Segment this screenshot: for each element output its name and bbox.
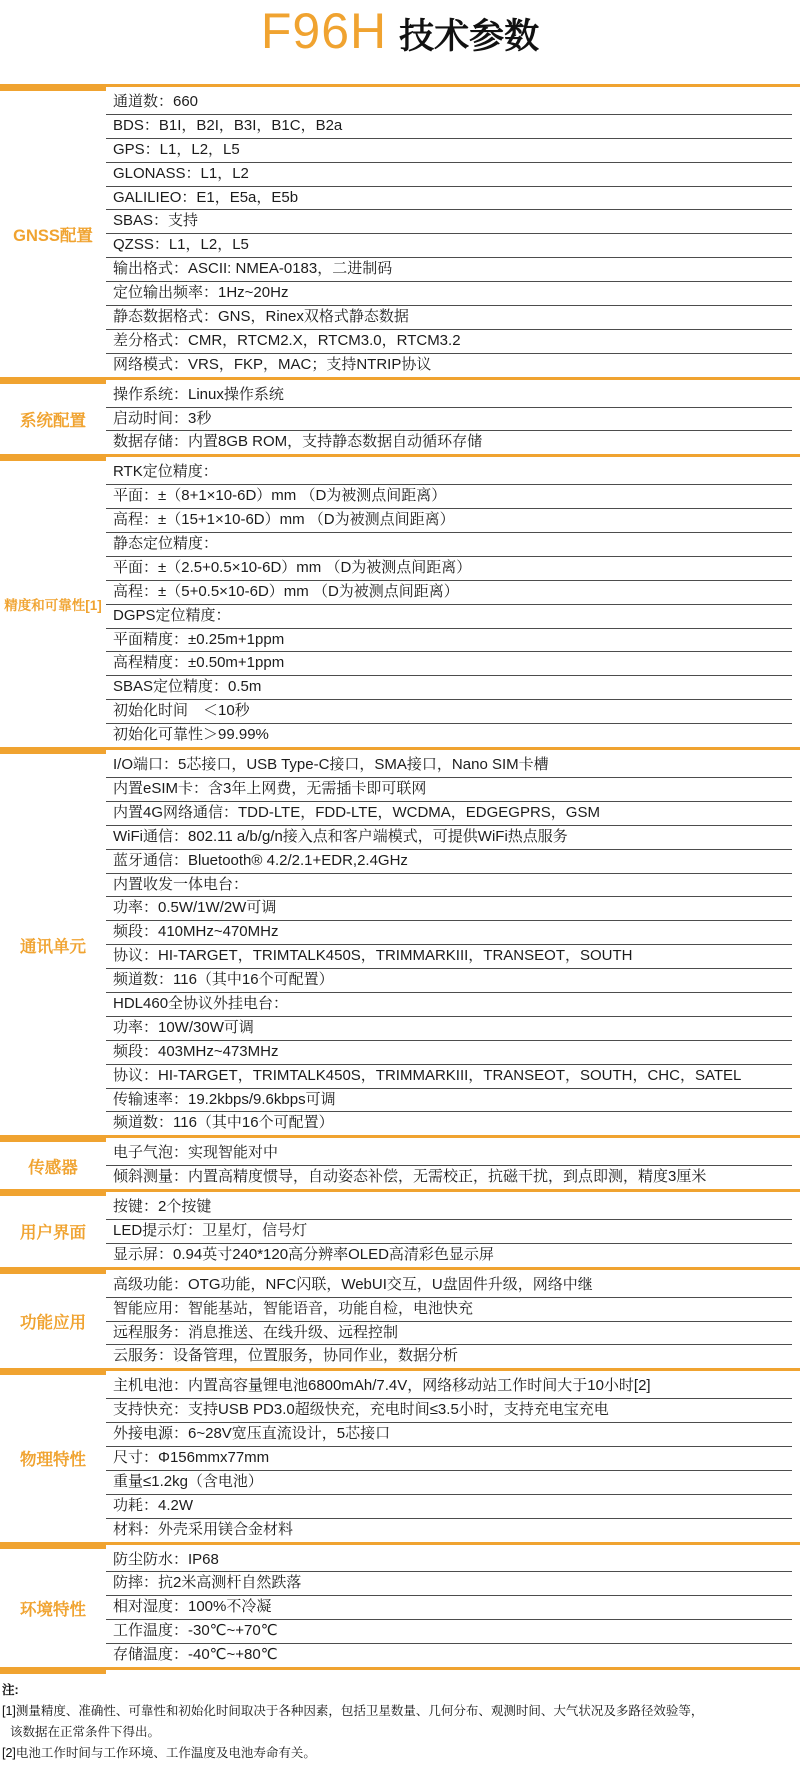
spec-rows: [106, 1549, 792, 1667]
section-divider: [0, 1667, 800, 1674]
spec-row: 防尘防水：IP68: [106, 1549, 792, 1573]
spec-rows: [106, 754, 792, 1135]
section-label: 系统配置: [20, 412, 86, 431]
spec-row: 按键：2个按键: [106, 1196, 792, 1220]
spec-row: 蓝牙通信：Bluetooth® 4.2/2.1+EDR,2.4GHz: [106, 850, 792, 874]
spec-row: 功率：10W/30W可调: [106, 1017, 792, 1041]
spec-row: 静态定位精度：: [106, 533, 792, 557]
spec-row: 尺寸：Φ156mmx77mm: [106, 1447, 792, 1471]
spec-row: 外接电源：6~28V宽压直流设计，5芯接口: [106, 1423, 792, 1447]
divider-thick-bar: [0, 84, 106, 91]
note-line: 该数据在正常条件下得出。: [10, 1725, 161, 1739]
section-label: 环境特性: [20, 1600, 86, 1619]
section-label: 用户界面: [20, 1224, 86, 1243]
spec-row: 平面：±（8+1×10-6D）mm （D为被测点间距离）: [106, 485, 792, 509]
divider-line: [106, 747, 800, 750]
spec-row: 频段：410MHz~470MHz: [106, 921, 792, 945]
note-line: [2]电池工作时间与工作环境、工作温度及电池寿命有关。: [2, 1746, 316, 1760]
spec-row: 频段：403MHz~473MHz: [106, 1041, 792, 1065]
spec-row: 工作温度：-30℃~+70℃: [106, 1620, 792, 1644]
spec-row: 相对湿度：100%不冷凝: [106, 1596, 792, 1620]
divider-thick-bar: [0, 454, 106, 461]
section-label: 功能应用: [20, 1314, 86, 1333]
spec-row: 差分格式：CMR，RTCM2.X，RTCM3.0，RTCM3.2: [106, 330, 792, 354]
spec-section: [0, 754, 800, 1135]
spec-row: WiFi通信：802.11 a/b/g/n接入点和客户端模式，可提供WiFi热点服务: [106, 826, 792, 850]
spec-rows: [106, 1274, 792, 1369]
divider-thick-bar: [0, 1542, 106, 1549]
notes: [0, 1674, 800, 1774]
divider-thick-bar: [0, 1267, 106, 1274]
spec-row: 功率：0.5W/1W/2W可调: [106, 897, 792, 921]
divider-thick-bar: [0, 1667, 106, 1674]
section-divider: [0, 84, 800, 91]
spec-section: [0, 1196, 800, 1267]
spec-row: 协议：HI-TARGET，TRIMTALK450S，TRIMMARKIII，TRANSEOT，SOUTH: [106, 945, 792, 969]
spec-rows: [106, 1142, 792, 1189]
spec-row: 频道数：116（其中16个可配置）: [106, 969, 792, 993]
divider-line: [106, 377, 800, 380]
divider-thick-bar: [0, 1135, 106, 1142]
spec-section: [0, 1549, 800, 1667]
spec-row: 电子气泡：实现智能对中: [106, 1142, 792, 1166]
spec-row: 远程服务：消息推送、在线升级、远程控制: [106, 1322, 792, 1346]
divider-line: [106, 1542, 800, 1545]
spec-row: 操作系统：Linux操作系统: [106, 384, 792, 408]
spec-row: 通道数：660: [106, 91, 792, 115]
spec-row: 传输速率：19.2kbps/9.6kbps可调: [106, 1089, 792, 1113]
spec-row: 内置收发一体电台：: [106, 874, 792, 898]
spec-row: 初始化时间 ＜10秒: [106, 700, 792, 724]
spec-rows: [106, 1375, 792, 1541]
spec-row: GPS：L1，L2，L5: [106, 139, 792, 163]
spec-section: [0, 384, 800, 455]
spec-row: 材料：外壳采用镁合金材料: [113, 1520, 294, 1538]
spec-row: 主机电池：内置高容量锂电池6800mAh/7.4V，网络移动站工作时间大于10小时[2]: [106, 1375, 792, 1399]
spec-row: 高级功能：OTG功能，NFC闪联，WebUI交互，U盘固件升级，网络中继: [106, 1274, 792, 1298]
section-label: 物理特性: [20, 1451, 86, 1470]
spec-row: 存储温度：-40℃~+80℃: [113, 1646, 278, 1664]
spec-rows: [106, 384, 792, 455]
spec-row: 平面精度：±0.25m+1ppm: [106, 629, 792, 653]
section-divider: [0, 1267, 800, 1274]
spec-rows: [106, 1196, 792, 1267]
spec-row: 高程：±（5+0.5×10-6D）mm （D为被测点间距离）: [106, 581, 792, 605]
spec-row: 高程精度：±0.50m+1ppm: [106, 652, 792, 676]
spec-row: 协议：HI-TARGET，TRIMTALK450S，TRIMMARKIII，TRANSEOT，SOUTH，CHC，SATEL: [106, 1065, 792, 1089]
title-suffix: 技术参数: [399, 17, 540, 56]
spec-row: 重量≤1.2kg（含电池）: [106, 1471, 792, 1495]
spec-row: 防摔：抗2米高测杆自然跌落: [106, 1572, 792, 1596]
spec-row: 云服务：设备管理，位置服务，协同作业，数据分析: [113, 1347, 459, 1365]
spec-row: 初始化可靠性＞99.99%: [113, 726, 269, 744]
spec-row: BDS：B1I，B2I，B3I，B1C，B2a: [106, 115, 792, 139]
spec-rows: [106, 461, 792, 747]
divider-thick-bar: [0, 377, 106, 384]
model-name: F96H: [260, 3, 388, 59]
spec-section: [0, 1274, 800, 1369]
spec-row: 倾斜测量：内置高精度惯导，自动姿态补偿，无需校正，抗磁干扰，到点即测，精度3厘米: [113, 1168, 707, 1186]
divider-thick-bar: [0, 747, 106, 754]
spec-section: [0, 1375, 800, 1541]
spec-row: GALILIEO：E1，E5a，E5b: [106, 187, 792, 211]
divider-line: [106, 1667, 800, 1670]
spec-rows: [106, 91, 792, 377]
divider-line: [106, 1267, 800, 1270]
divider-line: [106, 1368, 800, 1371]
spec-row: 内置4G网络通信：TDD-LTE，FDD-LTE，WCDMA，EDGEGPRS，GSM: [106, 802, 792, 826]
spec-section: [0, 1142, 800, 1189]
note-line: [1]测量精度、准确性、可靠性和初始化时间取决于各种因素，包括卫星数量、几何分布、观测时间、大气状况及多路径效验等，: [2, 1704, 704, 1718]
section-label: 通讯单元: [20, 937, 86, 956]
divider-line: [106, 1135, 800, 1138]
section-divider: [0, 1189, 800, 1196]
spec-row: 静态数据格式：GNS，Rinex双格式静态数据: [106, 306, 792, 330]
spec-row: 智能应用：智能基站，智能语音，功能自检，电池快充: [106, 1298, 792, 1322]
section-divider: [0, 1542, 800, 1549]
notes-heading: 注:: [2, 1683, 19, 1697]
spec-row: LED提示灯：卫星灯，信号灯: [106, 1220, 792, 1244]
spec-row: HDL460全协议外挂电台：: [106, 993, 792, 1017]
spec-row: 频道数：116（其中16个可配置）: [113, 1114, 334, 1132]
spec-section: [0, 91, 800, 377]
spec-row: 启动时间：3秒: [106, 408, 792, 432]
spec-row: 输出格式：ASCII: NMEA-0183，二进制码: [106, 258, 792, 282]
divider-line: [106, 454, 800, 457]
section-divider: [0, 1368, 800, 1375]
spec-section: [0, 461, 800, 747]
section-divider: [0, 454, 800, 461]
spec-table: [0, 84, 800, 1674]
divider-line: [106, 84, 800, 87]
spec-row: 网络模式：VRS，FKP，MAC；支持NTRIP协议: [113, 355, 432, 373]
section-divider: [0, 1135, 800, 1142]
section-label: GNSS配置: [13, 226, 93, 245]
divider-thick-bar: [0, 1368, 106, 1375]
spec-row: QZSS：L1，L2，L5: [106, 234, 792, 258]
spec-row: 平面：±（2.5+0.5×10-6D）mm （D为被测点间距离）: [106, 557, 792, 581]
spec-row: SBAS：支持: [106, 210, 792, 234]
spec-row: 功耗：4.2W: [106, 1495, 792, 1519]
spec-row: 支持快充：支持USB PD3.0超级快充，充电时间≤3.5小时，支持充电宝充电: [106, 1399, 792, 1423]
spec-row: SBAS定位精度：0.5m: [106, 676, 792, 700]
spec-row: 内置eSIM卡：含3年上网费，无需插卡即可联网: [106, 778, 792, 802]
divider-line: [106, 1189, 800, 1192]
divider-thick-bar: [0, 1189, 106, 1196]
spec-row: 定位输出频率：1Hz~20Hz: [106, 282, 792, 306]
spec-row: DGPS定位精度：: [106, 605, 792, 629]
section-label: 精度和可靠性[1]: [4, 598, 102, 614]
spec-row: I/O端口：5芯接口，USB Type-C接口，SMA接口，Nano SIM卡槽: [106, 754, 792, 778]
spec-row: 显示屏：0.94英寸240*120高分辨率OLED高清彩色显示屏: [113, 1245, 494, 1263]
page-title: [0, 0, 800, 84]
spec-row: 高程：±（15+1×10-6D）mm （D为被测点间距离）: [106, 509, 792, 533]
spec-row: 数据存储：内置8GB ROM，支持静态数据自动循环存储: [113, 433, 483, 451]
section-divider: [0, 747, 800, 754]
spec-row: RTK定位精度：: [106, 461, 792, 485]
section-label: 传感器: [28, 1158, 78, 1177]
spec-row: GLONASS：L1，L2: [106, 163, 792, 187]
section-divider: [0, 377, 800, 384]
